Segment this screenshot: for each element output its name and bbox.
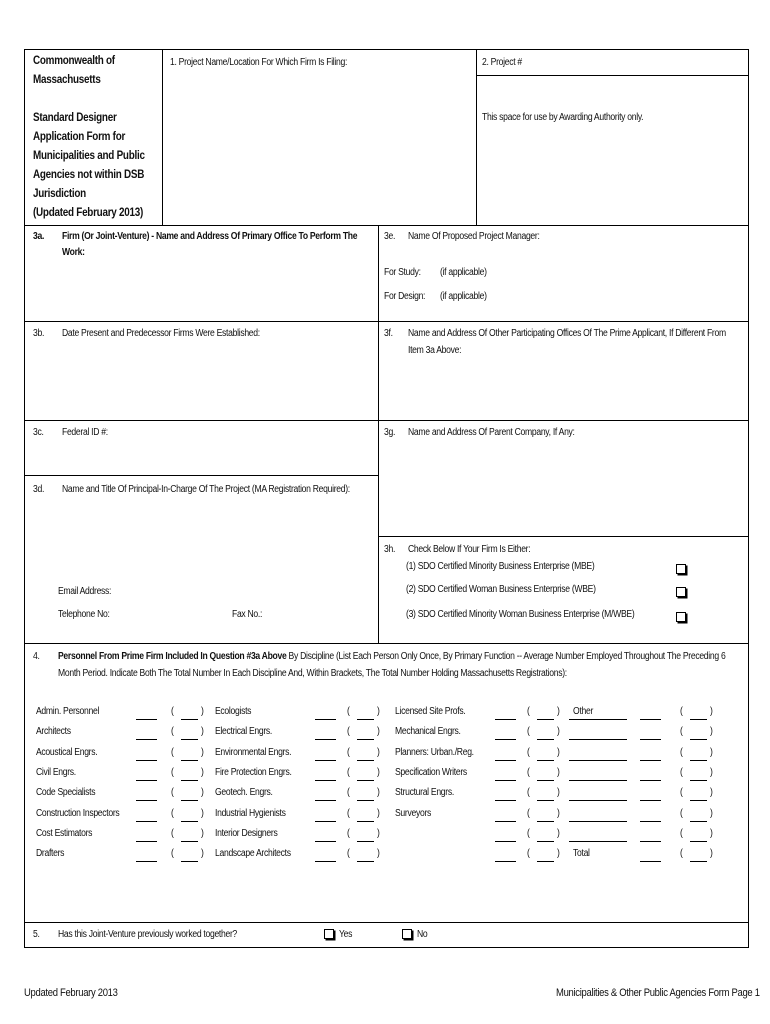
count-field[interactable] — [136, 800, 157, 801]
count-field[interactable] — [136, 780, 157, 781]
discipline-label: Fire Protection Engrs. — [215, 766, 292, 778]
other-discipline-field[interactable] — [569, 760, 627, 761]
count-field[interactable] — [495, 841, 516, 842]
registered-field[interactable] — [690, 739, 707, 740]
discipline-label: Architects — [36, 726, 71, 738]
discipline-label: Planners: Urban./Reg. — [395, 746, 474, 758]
registered-close-paren: ) — [377, 827, 380, 839]
registered-close-paren: ) — [557, 726, 560, 738]
count-field[interactable] — [315, 780, 336, 781]
registered-close-paren: ) — [710, 746, 713, 758]
registered-open-paren: ( — [527, 827, 530, 839]
registered-open-paren: ( — [527, 766, 530, 778]
count-field[interactable] — [640, 780, 661, 781]
registered-close-paren: ) — [710, 726, 713, 738]
q3d-label: Name and Title Of Principal-In-Charge Of The Project (MA Registration Required): — [62, 484, 350, 495]
footer-left: Updated February 2013 — [24, 987, 118, 999]
registered-open-paren: ( — [347, 807, 350, 819]
registered-close-paren: ) — [377, 848, 380, 860]
registered-field[interactable] — [537, 719, 554, 720]
count-field[interactable] — [495, 800, 516, 801]
other-discipline-field[interactable] — [569, 841, 627, 842]
count-field[interactable] — [315, 760, 336, 761]
registered-close-paren: ) — [710, 706, 713, 717]
registered-field[interactable] — [357, 780, 374, 781]
registered-open-paren: ( — [680, 706, 683, 717]
discipline-label: Civil Engrs. — [36, 766, 76, 778]
discipline-label: Construction Inspectors — [36, 807, 120, 819]
registered-open-paren: ( — [527, 848, 530, 860]
registered-close-paren: ) — [377, 787, 380, 799]
count-field[interactable] — [136, 821, 157, 822]
registered-field[interactable] — [181, 861, 198, 862]
registered-open-paren: ( — [347, 706, 350, 717]
discipline-label: Acoustical Engrs. — [36, 746, 98, 758]
registered-open-paren: ( — [171, 848, 174, 860]
discipline-label: Interior Designers — [215, 827, 278, 839]
q3c-label: Federal ID #: — [62, 427, 108, 438]
registered-field[interactable] — [690, 800, 707, 801]
yes-label: Yes — [339, 929, 353, 940]
footer-right: Municipalities & Other Public Agencies Form Page 1 — [556, 987, 760, 999]
count-field[interactable] — [495, 821, 516, 822]
discipline-label: Electrical Engrs. — [215, 726, 273, 738]
registered-open-paren: ( — [347, 848, 350, 860]
registered-field[interactable] — [537, 800, 554, 801]
q3g-label: Name and Address Of Parent Company, If Any: — [408, 427, 575, 438]
discipline-label: Surveyors — [395, 807, 432, 819]
registered-close-paren: ) — [201, 848, 204, 860]
count-field[interactable] — [640, 861, 661, 862]
count-field[interactable] — [315, 861, 336, 862]
registered-field[interactable] — [690, 760, 707, 761]
mwbe-checkbox[interactable] — [676, 612, 686, 622]
registered-field[interactable] — [690, 780, 707, 781]
no-label: No — [417, 929, 428, 940]
registered-close-paren: ) — [557, 848, 560, 860]
registered-open-paren: ( — [171, 746, 174, 758]
registered-field[interactable] — [357, 800, 374, 801]
registered-open-paren: ( — [171, 766, 174, 778]
registered-field[interactable] — [181, 760, 198, 761]
registered-open-paren: ( — [171, 807, 174, 819]
count-field[interactable] — [495, 861, 516, 862]
registered-open-paren: ( — [347, 787, 350, 799]
registered-close-paren: ) — [201, 706, 204, 717]
registered-open-paren: ( — [347, 746, 350, 758]
count-field[interactable] — [315, 841, 336, 842]
discipline-label: Cost Estimators — [36, 827, 93, 839]
count-field[interactable] — [136, 841, 157, 842]
registered-open-paren: ( — [527, 726, 530, 738]
discipline-label: Specification Writers — [395, 766, 467, 778]
registered-open-paren: ( — [680, 726, 683, 738]
count-field[interactable] — [640, 841, 661, 842]
registered-open-paren: ( — [347, 726, 350, 738]
registered-field[interactable] — [537, 739, 554, 740]
count-field[interactable] — [315, 719, 336, 720]
count-field[interactable] — [136, 719, 157, 720]
registered-open-paren: ( — [527, 746, 530, 758]
registered-open-paren: ( — [527, 807, 530, 819]
registered-close-paren: ) — [557, 827, 560, 839]
registered-open-paren: ( — [527, 706, 530, 717]
registered-field[interactable] — [690, 821, 707, 822]
registered-field[interactable] — [357, 841, 374, 842]
other-label: Other — [573, 706, 594, 717]
registered-field[interactable] — [181, 800, 198, 801]
registered-close-paren: ) — [377, 746, 380, 758]
fax-label: Fax No.: — [232, 609, 263, 620]
registered-open-paren: ( — [680, 827, 683, 839]
registered-field[interactable] — [357, 719, 374, 720]
count-field[interactable] — [315, 821, 336, 822]
total-label: Total — [573, 848, 590, 860]
registered-close-paren: ) — [201, 766, 204, 778]
registered-close-paren: ) — [201, 827, 204, 839]
registered-open-paren: ( — [680, 766, 683, 778]
yes-checkbox[interactable] — [324, 929, 334, 939]
registered-field[interactable] — [690, 861, 707, 862]
registered-close-paren: ) — [557, 706, 560, 717]
q1-label: 1. Project Name/Location For Which Firm Is Filing: — [170, 57, 348, 68]
discipline-label: Landscape Architects — [215, 848, 291, 860]
form-title: Commonwealth of Massachusetts Standard Designer Application Form for Municipalities and Public Agencies not within DSB Jurisdiction (Updated February 2013) — [33, 55, 145, 219]
discipline-label: Ecologists — [215, 706, 252, 717]
registered-field[interactable] — [537, 760, 554, 761]
registered-open-paren: ( — [171, 726, 174, 738]
registered-close-paren: ) — [201, 726, 204, 738]
discipline-label: Geotech. Engrs. — [215, 787, 273, 799]
count-field[interactable] — [315, 800, 336, 801]
registered-field[interactable] — [537, 821, 554, 822]
q3b-label: Date Present and Predecessor Firms Were Established: — [62, 328, 260, 339]
q3f-label: Name and Address Of Other Participating Offices Of The Prime Applicant, If Different From — [408, 328, 726, 339]
registered-open-paren: ( — [347, 766, 350, 778]
other-discipline-field[interactable] — [569, 780, 627, 781]
registered-close-paren: ) — [710, 766, 713, 778]
registered-field[interactable] — [181, 821, 198, 822]
registered-field[interactable] — [181, 780, 198, 781]
count-field[interactable] — [495, 760, 516, 761]
registered-close-paren: ) — [710, 807, 713, 819]
registered-close-paren: ) — [557, 766, 560, 778]
registered-open-paren: ( — [171, 706, 174, 717]
discipline-label: Structural Engrs. — [395, 787, 454, 799]
discipline-label: Admin. Personnel — [36, 706, 100, 717]
count-field[interactable] — [640, 719, 661, 720]
registered-close-paren: ) — [377, 706, 380, 717]
registered-close-paren: ) — [557, 787, 560, 799]
q5-label: Has this Joint-Venture previously worked together? — [58, 929, 238, 940]
count-field[interactable] — [315, 739, 336, 740]
discipline-label: Drafters — [36, 848, 65, 860]
other-discipline-field[interactable] — [569, 719, 627, 720]
registered-field[interactable] — [357, 760, 374, 761]
registered-field[interactable] — [181, 841, 198, 842]
registered-close-paren: ) — [710, 787, 713, 799]
registered-open-paren: ( — [171, 827, 174, 839]
registered-open-paren: ( — [680, 807, 683, 819]
count-field[interactable] — [495, 739, 516, 740]
count-field[interactable] — [640, 739, 661, 740]
registered-open-paren: ( — [527, 787, 530, 799]
discipline-label: Licensed Site Profs. — [395, 706, 466, 717]
q3e-label: Name Of Proposed Project Manager: — [408, 231, 540, 242]
registered-field[interactable] — [357, 821, 374, 822]
discipline-label: Mechanical Engrs. — [395, 726, 461, 738]
q4-label: Personnel From Prime Firm Included In Question #3a Above By Discipline (List Each Person Only Once, By Primary Function -- Average Number Employed Throughout The Preceding 6 — [58, 651, 726, 662]
registered-field[interactable] — [357, 739, 374, 740]
registered-close-paren: ) — [377, 807, 380, 819]
count-field[interactable] — [136, 861, 157, 862]
registered-close-paren: ) — [377, 726, 380, 738]
mbe-checkbox[interactable] — [676, 564, 686, 574]
registered-field[interactable] — [357, 861, 374, 862]
q3h-label: Check Below If Your Firm Is Either: — [408, 544, 531, 555]
count-field[interactable] — [136, 760, 157, 761]
count-field[interactable] — [136, 739, 157, 740]
count-field[interactable] — [640, 821, 661, 822]
discipline-label: Environmental Engrs. — [215, 746, 292, 758]
registered-field[interactable] — [690, 719, 707, 720]
registered-close-paren: ) — [710, 827, 713, 839]
registered-field[interactable] — [181, 739, 198, 740]
registered-close-paren: ) — [377, 766, 380, 778]
count-field[interactable] — [495, 780, 516, 781]
registered-open-paren: ( — [680, 787, 683, 799]
wbe-checkbox[interactable] — [676, 587, 686, 597]
registered-close-paren: ) — [201, 807, 204, 819]
email-label: Email Address: — [58, 586, 112, 597]
registered-close-paren: ) — [710, 848, 713, 860]
count-field[interactable] — [640, 800, 661, 801]
registered-open-paren: ( — [680, 848, 683, 860]
other-discipline-field[interactable] — [569, 821, 627, 822]
registered-open-paren: ( — [171, 787, 174, 799]
registered-open-paren: ( — [680, 746, 683, 758]
q3a-label: Firm (Or Joint-Venture) - Name and Address Of Primary Office To Perform The — [62, 231, 358, 242]
discipline-label: Code Specialists — [36, 787, 96, 799]
other-discipline-field[interactable] — [569, 739, 627, 740]
count-field[interactable] — [640, 760, 661, 761]
telephone-label: Telephone No: — [58, 609, 110, 620]
discipline-label: Industrial Hygienists — [215, 807, 286, 819]
registered-close-paren: ) — [557, 746, 560, 758]
registered-field[interactable] — [537, 841, 554, 842]
registered-close-paren: ) — [201, 787, 204, 799]
q2-note: This space for use by Awarding Authority only. — [482, 112, 644, 123]
registered-field[interactable] — [537, 780, 554, 781]
other-discipline-field[interactable] — [569, 800, 627, 801]
no-checkbox[interactable] — [402, 929, 412, 939]
q2-label: 2. Project # — [482, 57, 522, 68]
registered-field[interactable] — [690, 841, 707, 842]
count-field[interactable] — [495, 719, 516, 720]
registered-field[interactable] — [537, 861, 554, 862]
registered-open-paren: ( — [347, 827, 350, 839]
registered-close-paren: ) — [557, 807, 560, 819]
registered-close-paren: ) — [201, 746, 204, 758]
registered-field[interactable] — [181, 719, 198, 720]
